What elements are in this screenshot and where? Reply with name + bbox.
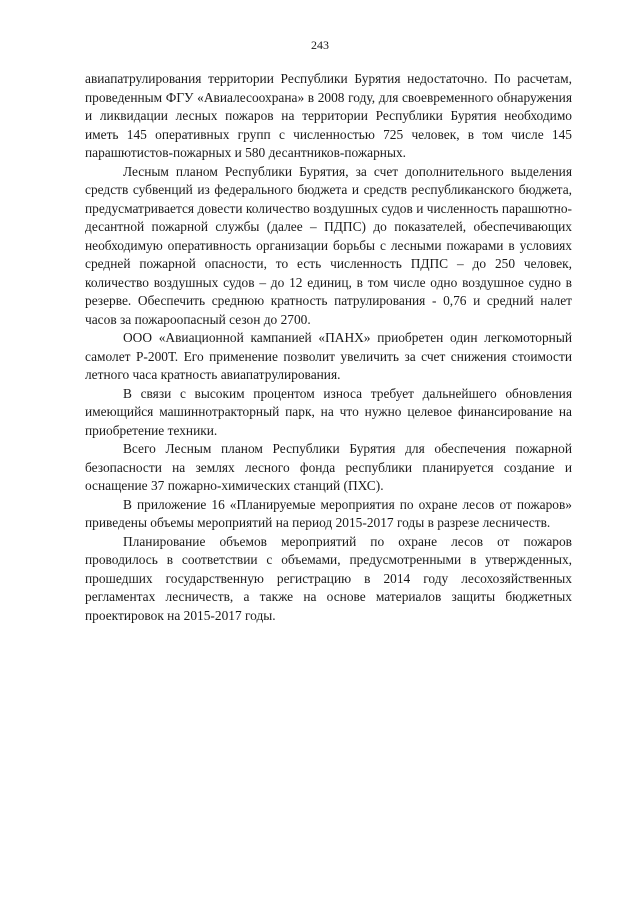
paragraph-1: авиапатрулирования территории Республики Бурятия недостаточно. По расчетам, проведенным ФГУ «Авиалесоохрана» в 2008 году, для своевременного обнаружения и ликвидации лесных пожаров на территории Республики Бурятия необходимо иметь 145 оперативных групп с численностью 725 человек, в том числе 145 парашютистов-пожарных и 580 десантников-пожарных. bbox=[85, 71, 572, 160]
page-number: 243 bbox=[311, 38, 329, 52]
paragraph-6: В приложение 16 «Планируемые мероприятия по охране лесов от пожаров» приведены объемы мероприятий на период 2015-2017 годы в разрезе лесничеств. bbox=[85, 496, 572, 530]
paragraph-7: Планирование объемов мероприятий по охране лесов от пожаров проводилось в соответствии с объемами, предусмотренными в утвержденных, прошедших государственную регистрацию в 2014 году лесохозяйственных регламентах лесничеств, а также на основе материалов защиты бюджетных проектировок на 2015-2017 годы. bbox=[85, 533, 572, 623]
paragraph-5: Всего Лесным планом Республики Бурятия для обеспечения пожарной безопасности на землях лесного фонда республики планируется создание и оснащение 37 пожарно-химических станций (ПХС). bbox=[85, 441, 572, 493]
paragraph-4: В связи с высоким процентом износа требует дальнейшего обновления имеющийся машиннотракторный парк, на что нужно целевое финансирование на приобретение техники. bbox=[85, 385, 572, 438]
document-body bbox=[85, 70, 572, 625]
paragraph-3: ООО «Авиационной кампанией «ПАНХ» приобретен один легкомоторный самолет Р-200Т. Его применение позволит увеличить за счет снижения стоимости летного часа кратность авиапатрулирования. bbox=[85, 330, 572, 382]
paragraph-2: Лесным планом Республики Бурятия, за счет дополнительного выделения средств субвенций из федерального бюджета и средств республиканского бюджета, предусматривается довести количество воздушных судов и численность парашютно-десантной пожарной службы (далее – ПДПС) до показателей, обеспечивающих необходимую оперативность организации борьбы с лесными пожарами в условиях средней пожарной опасности, то есть численность ПДПС – до 250 человек, количество воздушных судов – до 12 единиц, в том числе одно воздушное судно в резерве. Обеспечить среднюю кратность патрулирования - 0,76 и средний налет часов за пожароопасный сезон до 2700. bbox=[85, 163, 572, 327]
